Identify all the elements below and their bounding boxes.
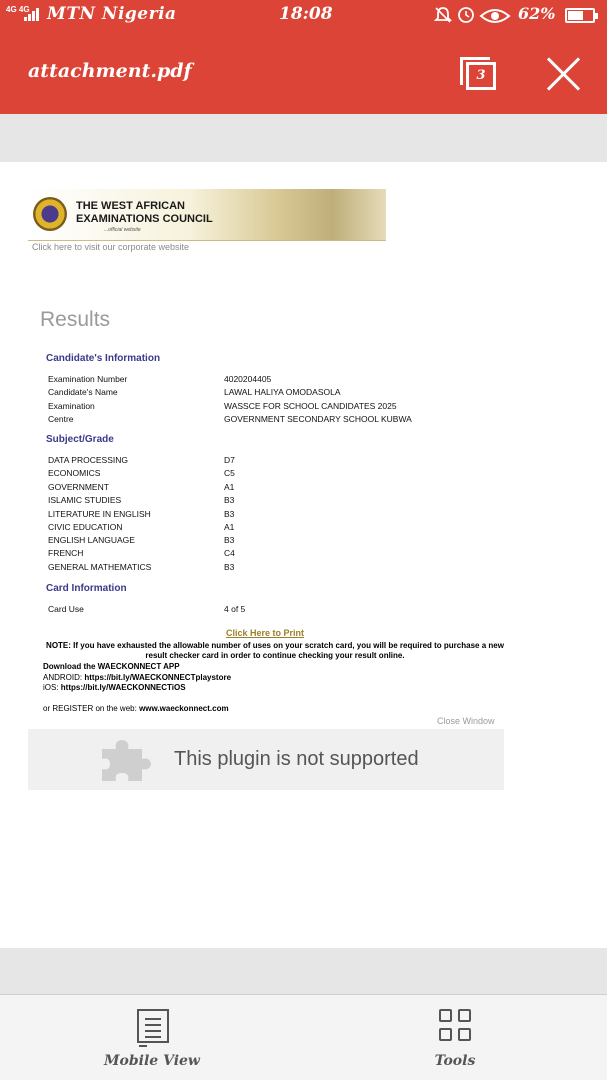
org-subtitle: ...official website [104, 227, 141, 233]
waec-banner[interactable] [28, 189, 386, 241]
subject-grade-heading: Subject/Grade [46, 434, 114, 445]
table-row: Examination WASSCE FOR SCHOOL CANDIDATES 2025 [48, 401, 397, 411]
table-row: ECONOMICS C5 [48, 468, 235, 478]
candidate-info-heading: Candidate's Information [46, 353, 161, 364]
document-title: attachment.pdf [28, 60, 192, 82]
table-row: Candidate's Name LAWAL HALIYA OMODASOLA [48, 387, 341, 397]
pdf-page [0, 162, 607, 948]
table-row: GOVERNMENT A1 [48, 482, 235, 492]
table-row: DATA PROCESSING D7 [48, 455, 235, 465]
results-heading: Results [40, 308, 111, 331]
print-link[interactable]: Click Here to Print [226, 628, 305, 638]
android-link[interactable]: https://bit.ly/WAECKONNECTplaystore [84, 673, 232, 682]
table-row: ENGLISH LANGUAGE B3 [48, 535, 235, 545]
tools-button[interactable] [385, 995, 525, 1080]
close-window-link[interactable]: Close Window [437, 716, 495, 726]
battery-icon [565, 8, 595, 23]
table-row: Card Use 4 of 5 [48, 604, 246, 614]
waec-seal-icon [33, 197, 67, 231]
mobile-view-icon [137, 1009, 169, 1043]
android-download-line: ANDROID: https://bit.ly/WAECKONNECTplaystore [43, 673, 232, 682]
puzzle-piece-icon [98, 737, 152, 783]
tab-switcher-button[interactable] [460, 57, 498, 91]
mobile-view-button[interactable] [82, 995, 222, 1080]
scratch-card-note: NOTE: If you have exhausted the allowable number of uses on your scratch card, you will be required to purchase a new result checker card in order to continue checking your result online. [46, 641, 504, 660]
ios-download-line: iOS: https://bit.ly/WAECKONNECTiOS [43, 683, 186, 692]
ios-link[interactable]: https://bit.ly/WAECKONNECTiOS [60, 683, 186, 692]
table-row: ISLAMIC STUDIES B3 [48, 495, 235, 505]
table-row: FRENCH C4 [48, 548, 235, 558]
plugin-message: This plugin is not supported [174, 748, 419, 770]
tools-grid-icon [439, 1009, 473, 1043]
register-link[interactable]: www.waeckonnect.com [139, 704, 229, 713]
unsupported-plugin-box [28, 729, 504, 790]
table-row: Centre GOVERNMENT SECONDARY SCHOOL KUBWA [48, 414, 412, 424]
org-name: THE WEST AFRICAN EXAMINATIONS COUNCIL [76, 200, 213, 225]
status-clock: 18:08 [279, 4, 333, 24]
notification-bell-icon [434, 6, 452, 24]
alarm-icon [457, 5, 475, 24]
carrier-name: MTN Nigeria [47, 4, 177, 24]
network-type: 4G 4G [6, 5, 30, 14]
table-row: LITERATURE IN ENGLISH B3 [48, 509, 235, 519]
eye-icon [479, 8, 511, 24]
status-bar [0, 0, 607, 32]
tab-count: 3 [466, 62, 496, 90]
table-row: Examination Number 4020204405 [48, 374, 272, 384]
corporate-website-link[interactable]: Click here to visit our corporate website [32, 242, 190, 252]
battery-percent: 62% [518, 4, 556, 23]
mobile-view-label: Mobile View [104, 1053, 200, 1069]
bottom-toolbar [0, 994, 607, 1080]
table-row: CIVIC EDUCATION A1 [48, 522, 235, 532]
download-app-heading: Download the WAECKONNECT APP [43, 662, 180, 671]
top-bar [0, 0, 607, 114]
close-icon[interactable] [545, 56, 581, 92]
tools-label: Tools [434, 1053, 476, 1069]
register-line: or REGISTER on the web: www.waeckonnect.com [43, 704, 229, 713]
card-info-heading: Card Information [46, 583, 127, 594]
table-row: GENERAL MATHEMATICS B3 [48, 562, 235, 572]
